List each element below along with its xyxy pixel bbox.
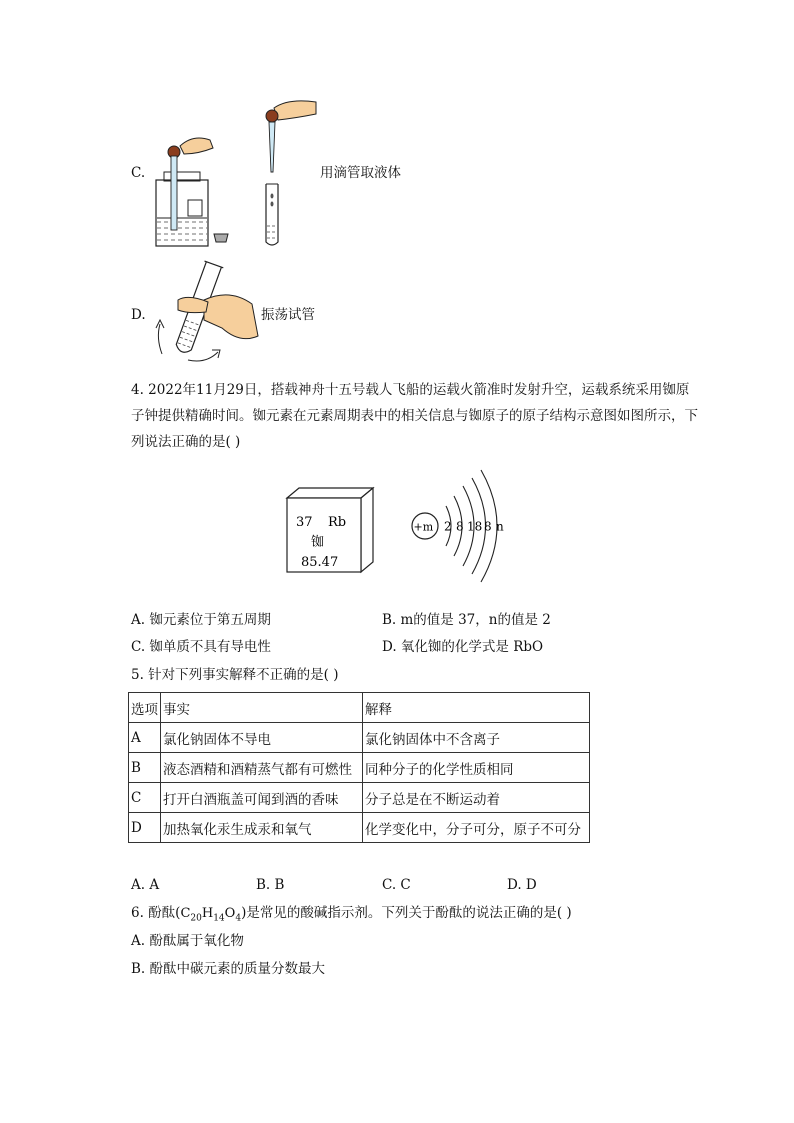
table-cell: A bbox=[129, 723, 161, 753]
table-cell: D bbox=[129, 813, 161, 843]
table-header-cell: 选项 bbox=[129, 693, 161, 723]
table-header-row bbox=[129, 693, 590, 723]
q6-option-b: B. 酚酞中碳元素的质量分数最大 bbox=[131, 961, 326, 977]
table-cell: 化学变化中，分子可分，原子不可分 bbox=[363, 813, 590, 843]
q6-option-a: A. 酚酞属于氧化物 bbox=[131, 933, 244, 949]
facts-table bbox=[128, 692, 590, 843]
table-cell: 加热氧化汞生成汞和氧气 bbox=[161, 813, 363, 843]
element-name: 铷 bbox=[311, 535, 325, 550]
shaking-tube-illustration bbox=[148, 258, 260, 370]
shell-2-electrons: 8 bbox=[456, 519, 464, 534]
table-cell: 氯化钠固体不导电 bbox=[161, 723, 363, 753]
option-d-letter: D. bbox=[131, 307, 146, 323]
q6-stem-prefix: 6. 酚酞( bbox=[131, 905, 181, 921]
element-symbol: Rb bbox=[328, 515, 347, 530]
dropper-illustration bbox=[148, 96, 318, 250]
q5-option-a: A. A bbox=[131, 877, 160, 893]
q5-option-d: D. D bbox=[507, 877, 537, 893]
q4-option-c: C. 铷单质不具有导电性 bbox=[131, 639, 271, 655]
table-cell: 打开白酒瓶盖可闻到酒的香味 bbox=[161, 783, 363, 813]
q4-option-a: A. 铷元素位于第五周期 bbox=[131, 612, 271, 628]
q4-option-d: D. 氧化铷的化学式是 RbO bbox=[382, 639, 544, 655]
element-cell bbox=[284, 484, 376, 576]
table-row bbox=[129, 813, 590, 843]
shell-4-electrons: 8 bbox=[484, 519, 492, 534]
question-5-stem: 5. 针对下列事实解释不正确的是( ) bbox=[131, 667, 339, 683]
question-4-stem: 4. 2022年11月29日，搭载神舟十五号载人飞船的运载火箭准时发射升空，运载系统采用铷原子钟提供精确时间。铷元素在元素周期表中的相关信息与铷原子的原子结构示意图如图所示，下列说法正确的是( ) bbox=[131, 382, 698, 450]
question-6-stem bbox=[131, 904, 572, 928]
q4-option-b: B. m的值是 37，n的值是 2 bbox=[382, 612, 551, 628]
atom-structure-diagram bbox=[408, 466, 512, 586]
table-header-cell: 事实 bbox=[161, 693, 363, 723]
q5-option-b: B. B bbox=[256, 877, 285, 893]
q6-stem-suffix: )是常见的酸碱指示剂。下列关于酚酞的说法正确的是( ) bbox=[241, 905, 572, 921]
phenolphthalein-formula: $C_{20}H_{14}O_4$ bbox=[180, 906, 242, 924]
table-cell: B bbox=[129, 753, 161, 783]
table-header-cell: 解释 bbox=[363, 693, 590, 723]
table-row bbox=[129, 753, 590, 783]
table-cell: 液态酒精和酒精蒸气都有可燃性 bbox=[161, 753, 363, 783]
table-row bbox=[129, 723, 590, 753]
atomic-number: 37 bbox=[296, 515, 313, 530]
table-cell: 同种分子的化学性质相同 bbox=[363, 753, 590, 783]
option-c-caption: 用滴管取液体 bbox=[320, 165, 401, 181]
table-cell: 氯化钠固体中不含离子 bbox=[363, 723, 590, 753]
nucleus-charge: +m bbox=[413, 520, 434, 534]
option-c-letter: C. bbox=[131, 165, 146, 181]
table-row bbox=[129, 783, 590, 813]
table-cell: 分子总是在不断运动着 bbox=[363, 783, 590, 813]
table-cell: C bbox=[129, 783, 161, 813]
shell-1-electrons: 2 bbox=[444, 519, 452, 534]
atomic-mass: 85.47 bbox=[301, 555, 339, 570]
shell-3-electrons: 18 bbox=[467, 519, 483, 534]
shell-5-electrons: n bbox=[496, 519, 504, 534]
q5-option-c: C. C bbox=[382, 877, 411, 893]
option-d-caption: 振荡试管 bbox=[261, 307, 315, 323]
